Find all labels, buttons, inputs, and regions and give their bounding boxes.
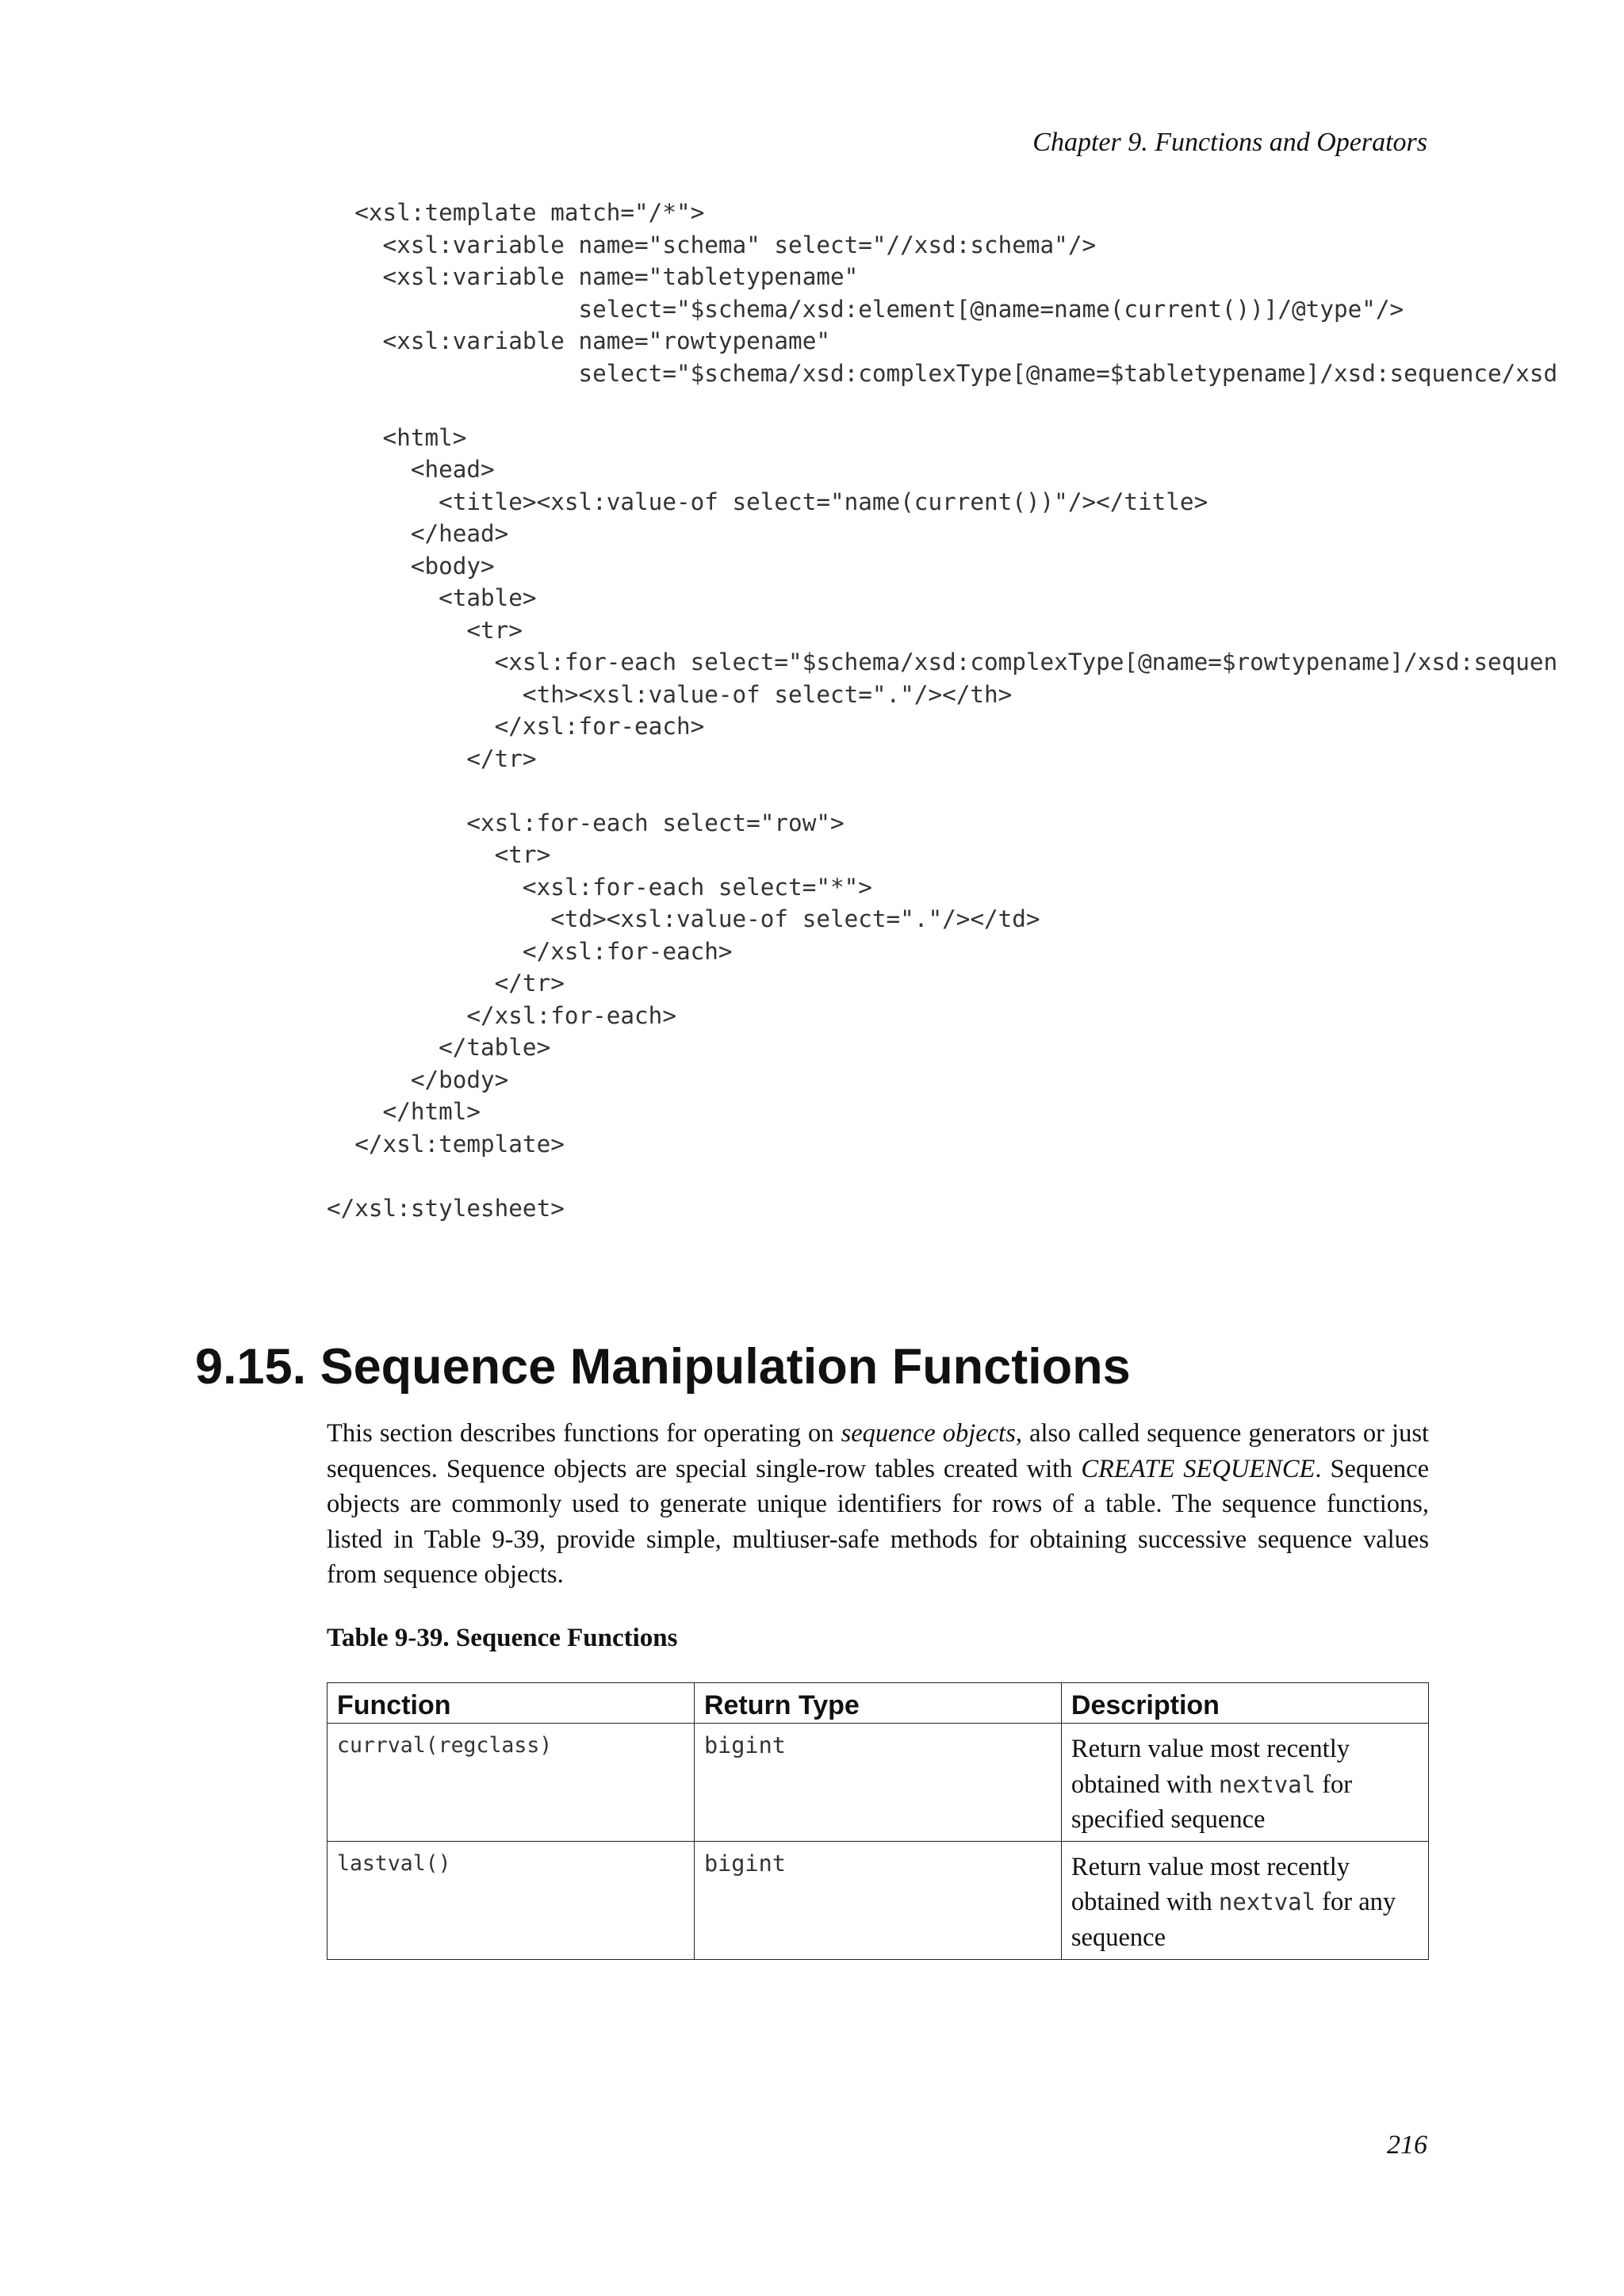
code-line: select="$schema/xsd:complexType[@name=$tabletypename]/xsd:sequence/xsd (327, 359, 1558, 387)
return-type-cell: bigint (694, 1724, 1061, 1842)
description-text: for any sequence (1071, 1888, 1396, 1952)
function-cell: lastval() (327, 1841, 695, 1959)
code-line: <body> (327, 552, 495, 580)
code-line: </table> (327, 1034, 551, 1061)
column-header: Return Type (694, 1683, 1061, 1724)
intro-text: , also called sequence generators or just sequences. Sequence objects are special single-row tables created with (327, 1419, 1430, 1483)
description-cell (1061, 1724, 1428, 1842)
intro-emphasis: CREATE SEQUENCE (1081, 1454, 1316, 1483)
code-line: <td><xsl:value-of select="."/></td> (327, 905, 1040, 932)
code-line (327, 389, 1624, 422)
return-type-cell: bigint (694, 1841, 1061, 1959)
description-text: for specified sequence (1071, 1770, 1353, 1835)
code-line: <xsl:template match="/*"> (327, 199, 705, 226)
column-header: Function (327, 1683, 695, 1724)
code-line: </tr> (327, 970, 565, 997)
code-line: <tr> (327, 841, 551, 868)
intro-text: . Sequence objects are commonly used to generate unique identifiers for rows of a table. The sequence functions, listed in Table 9-39, provide simple, multiuser-safe methods for obtaining successive sequence values from sequence objects. (327, 1454, 1429, 1590)
code-line: </head> (327, 520, 509, 547)
code-line: <th><xsl:value-of select="."/></th> (327, 680, 1013, 708)
code-line: </body> (327, 1066, 509, 1093)
code-line: <xsl:variable name="tabletypename" (327, 263, 859, 290)
code-line: <title><xsl:value-of select="name(current())"/></title> (327, 488, 1208, 515)
code-line: <html> (327, 423, 467, 451)
function-cell: currval(regclass) (327, 1724, 695, 1842)
description-text: Return value most recently obtained with (1071, 1735, 1350, 1799)
table-row (327, 1841, 1429, 1959)
description-cell (1061, 1841, 1428, 1959)
table-caption: Table 9-39. Sequence Functions (327, 1624, 678, 1652)
code-listing (327, 197, 1624, 1227)
description-code: nextval (1218, 1770, 1316, 1798)
code-line (327, 1160, 1624, 1192)
code-line: select="$schema/xsd:element[@name=name(current())]/@type"/> (327, 295, 1404, 323)
code-line: <xsl:variable name="schema" select="//xsd:schema"/> (327, 231, 1097, 258)
code-line: </xsl:for-each> (327, 937, 733, 965)
intro-text: This section describes functions for operating on (327, 1419, 841, 1448)
code-line: <head> (327, 456, 495, 483)
code-line: <xsl:for-each select="*"> (327, 873, 872, 901)
code-line: </xsl:for-each> (327, 713, 705, 740)
code-line (327, 775, 1624, 807)
description-code: nextval (1218, 1888, 1316, 1916)
table-header-row (327, 1683, 1429, 1724)
sequence-functions-table (327, 1682, 1429, 1960)
code-line: <table> (327, 584, 537, 611)
section-title: 9.15. Sequence Manipulation Functions (195, 1339, 1131, 1395)
code-line: </xsl:stylesheet> (327, 1194, 565, 1222)
code-line: </xsl:template> (327, 1130, 565, 1158)
code-line: </xsl:for-each> (327, 1001, 676, 1029)
page-number: 216 (1387, 2130, 1427, 2160)
column-header: Description (1061, 1683, 1428, 1724)
table-row (327, 1724, 1429, 1842)
running-header: Chapter 9. Functions and Operators (1032, 128, 1427, 157)
intro-emphasis: sequence objects (841, 1419, 1016, 1448)
code-line: <tr> (327, 616, 523, 644)
intro-paragraph (327, 1416, 1429, 1593)
code-line: <xsl:variable name="rowtypename" (327, 327, 830, 354)
code-line: <xsl:for-each select="row"> (327, 809, 845, 836)
code-line: <xsl:for-each select="$schema/xsd:complexType[@name=$rowtypename]/xsd:sequen (327, 649, 1558, 675)
description-text: Return value most recently obtained with (1071, 1852, 1350, 1917)
code-line: </tr> (327, 744, 537, 772)
code-line: </html> (327, 1098, 481, 1125)
